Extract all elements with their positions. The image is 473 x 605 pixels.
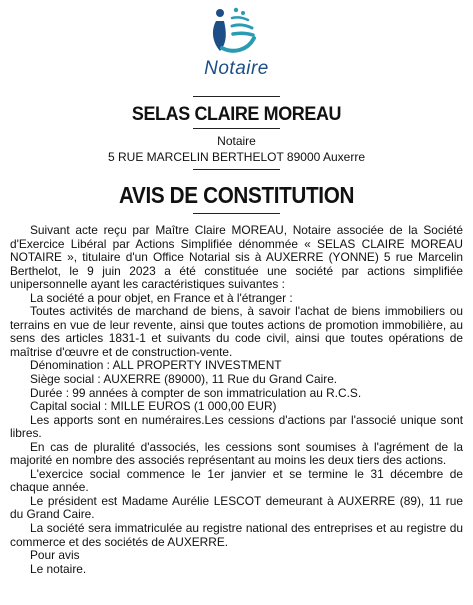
notice-paragraph-pour-avis: Pour avis — [30, 548, 80, 563]
notice-title: AVIS DE CONSTITUTION — [118, 182, 355, 208]
notice-paragraph-contributions: Les apports sont en numéraires.Les cessions d'actions par l'associé unique sont libres. — [10, 412, 463, 441]
notice-paragraph-seat: Siège social : AUXERRE (89000), 11 Rue du Grand Caire. — [30, 372, 338, 387]
logo-wordmark: Notaire — [204, 58, 269, 79]
divider-title — [193, 213, 280, 214]
notice-paragraph-president: Le président est Madame Aurélie LESCOT demeurant à AUXERRE (89), 11 rue du Grand Caire. — [10, 493, 463, 522]
notice-paragraph-fiscal-year: L'exercice social commence le 1er janvier et se termine le 31 décembre de chaque année. — [10, 466, 463, 495]
notice-paragraph-duration: Durée : 99 années à compter de son immatriculation au R.C.S. — [30, 385, 362, 400]
divider-company — [193, 128, 280, 129]
divider-address — [193, 169, 280, 170]
profession: Notaire — [217, 134, 256, 148]
divider-top — [193, 96, 280, 97]
notice-paragraph-purpose-intro: La société a pour objet, en France et à l'étranger : — [30, 290, 293, 305]
notice-paragraph-purpose: Toutes activités de marchand de biens, à savoir l'achat de biens immobiliers ou terrains en vue de leur revente, ainsi que toutes actions de promotion immobilière, au sens des articles 1831-1 et suivants du code civil, ainsi que toutes opérations de maîtrise d'œuvre et de construction-vente. — [10, 304, 463, 359]
notice-body — [10, 224, 463, 576]
notice-paragraph-transfers: En cas de pluralité d'associés, les cessions sont soumises à l'agrément de la majorité en nombre des associés représentant au moins les deux tiers des actions. — [10, 439, 463, 468]
notice-paragraph-intro: Suivant acte reçu par Maître Claire MOREAU, Notaire associée de la Société d'Exercice Libéral par Actions Simplifiée dénommée « SELAS CLAIRE MOREAU NOTAIRE », titulaire d'un Office Notarial sis à AUXERRE (YONNE) 5 rue Marcelin Berthelot, le 9 juin 2023 a été constituée une société par actions simplifiée unipersonnelle ayant les caractéristiques suivantes : — [10, 223, 463, 292]
notice-paragraph-name: Dénomination : ALL PROPERTY INVESTMENT — [30, 358, 282, 373]
office-address: 5 RUE MARCELIN BERTHELOT 89000 Auxerre — [108, 150, 365, 164]
notice-paragraph-signature: Le notaire. — [30, 561, 87, 576]
notary-emblem-icon — [202, 4, 272, 56]
notice-paragraph-capital: Capital social : MILLE EUROS (1 000,00 EUR) — [30, 399, 277, 414]
notaire-logo — [0, 4, 473, 84]
company-name: SELAS CLAIRE MOREAU — [131, 103, 342, 125]
notice-paragraph-registration: La société sera immatriculée au registre national des entreprises et au registre du commerce et des sociétés de AUXERRE. — [10, 521, 463, 549]
